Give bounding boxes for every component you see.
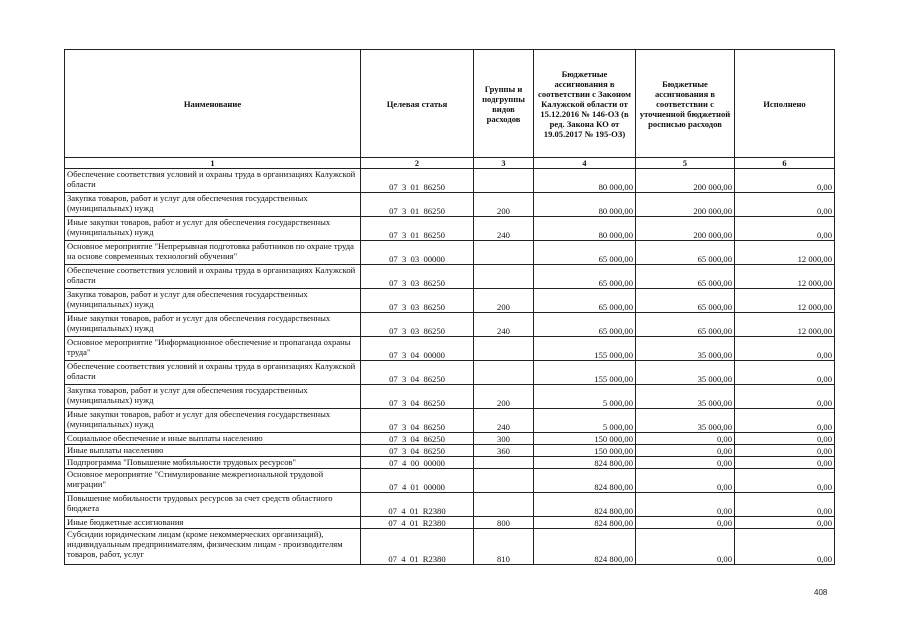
row-expense-group: [474, 337, 534, 361]
row-name: Иные закупки товаров, работ и услуг для обеспечения государственных (муниципальных) нужд: [65, 313, 361, 337]
table-row: [65, 265, 835, 289]
row-law-allocation: 155 000,00: [534, 337, 636, 361]
row-target-article: 07 3 03 86250: [361, 313, 474, 337]
table-row: [65, 313, 835, 337]
table-row: [65, 457, 835, 469]
table-row: [65, 529, 835, 565]
row-executed: 0,00: [735, 361, 835, 385]
row-expense-group: 300: [474, 433, 534, 445]
col-number: 6: [735, 158, 835, 169]
row-name: Субсидии юридическим лицам (кроме некоммерческих организаций), индивидуальным предпринимателям, физическим лицам - производителям товаров, работ, услуг: [65, 529, 361, 565]
header-target-article: Целевая статья: [361, 50, 474, 158]
row-executed: 0,00: [735, 385, 835, 409]
row-law-allocation: 824 800,00: [534, 457, 636, 469]
table-row: [65, 385, 835, 409]
row-executed: 0,00: [735, 469, 835, 493]
row-law-allocation: 824 800,00: [534, 493, 636, 517]
row-target-article: 07 3 01 86250: [361, 193, 474, 217]
row-executed: 0,00: [735, 493, 835, 517]
row-name: Подпрограмма "Повышение мобильности трудовых ресурсов": [65, 457, 361, 469]
row-expense-group: 360: [474, 445, 534, 457]
row-target-article: 07 3 01 86250: [361, 169, 474, 193]
row-law-allocation: 824 800,00: [534, 469, 636, 493]
row-target-article: 07 3 04 86250: [361, 433, 474, 445]
row-name: Закупка товаров, работ и услуг для обеспечения государственных (муниципальных) нужд: [65, 289, 361, 313]
row-expense-group: [474, 169, 534, 193]
row-executed: 0,00: [735, 529, 835, 565]
row-refined-allocation: 65 000,00: [636, 289, 735, 313]
row-law-allocation: 150 000,00: [534, 445, 636, 457]
row-target-article: 07 3 03 00000: [361, 241, 474, 265]
row-expense-group: 800: [474, 517, 534, 529]
row-executed: 0,00: [735, 445, 835, 457]
row-expense-group: [474, 469, 534, 493]
row-refined-allocation: 0,00: [636, 529, 735, 565]
row-name: Иные выплаты населению: [65, 445, 361, 457]
row-refined-allocation: 200 000,00: [636, 217, 735, 241]
table-row: [65, 493, 835, 517]
row-name: Иные закупки товаров, работ и услуг для обеспечения государственных (муниципальных) нужд: [65, 217, 361, 241]
row-target-article: 07 4 01 00000: [361, 469, 474, 493]
table-row: [65, 433, 835, 445]
row-refined-allocation: 0,00: [636, 445, 735, 457]
row-target-article: 07 4 01 R2380: [361, 529, 474, 565]
row-name: Иные бюджетные ассигнования: [65, 517, 361, 529]
row-name: Обеспечение соответствия условий и охраны труда в организациях Калужской области: [65, 169, 361, 193]
row-target-article: 07 3 03 86250: [361, 265, 474, 289]
row-refined-allocation: 35 000,00: [636, 385, 735, 409]
row-name: Основное мероприятие "Непрерывная подготовка работников по охране труда на основе современных технологий обучения": [65, 241, 361, 265]
row-name: Обеспечение соответствия условий и охраны труда в организациях Калужской области: [65, 361, 361, 385]
row-target-article: 07 3 04 86250: [361, 385, 474, 409]
row-law-allocation: 65 000,00: [534, 313, 636, 337]
row-refined-allocation: 35 000,00: [636, 337, 735, 361]
row-executed: 0,00: [735, 193, 835, 217]
row-expense-group: 200: [474, 385, 534, 409]
row-executed: 12 000,00: [735, 241, 835, 265]
row-executed: 0,00: [735, 217, 835, 241]
row-law-allocation: 5 000,00: [534, 385, 636, 409]
row-name: Повышение мобильности трудовых ресурсов за счет средств областного бюджета: [65, 493, 361, 517]
page-number: 408: [814, 588, 828, 597]
table-row: [65, 169, 835, 193]
row-expense-group: [474, 493, 534, 517]
table-row: [65, 517, 835, 529]
table-row: [65, 445, 835, 457]
table-row: [65, 361, 835, 385]
table-row: [65, 337, 835, 361]
row-law-allocation: 65 000,00: [534, 241, 636, 265]
row-law-allocation: 80 000,00: [534, 217, 636, 241]
col-number: 4: [534, 158, 636, 169]
row-executed: 12 000,00: [735, 313, 835, 337]
row-target-article: 07 3 04 86250: [361, 409, 474, 433]
row-expense-group: 810: [474, 529, 534, 565]
row-executed: 0,00: [735, 433, 835, 445]
row-target-article: 07 3 04 00000: [361, 337, 474, 361]
row-executed: 0,00: [735, 409, 835, 433]
row-target-article: 07 3 04 86250: [361, 445, 474, 457]
row-law-allocation: 150 000,00: [534, 433, 636, 445]
row-law-allocation: 824 800,00: [534, 517, 636, 529]
row-target-article: 07 4 00 00000: [361, 457, 474, 469]
row-name: Иные закупки товаров, работ и услуг для обеспечения государственных (муниципальных) нужд: [65, 409, 361, 433]
header-law-allocations: Бюджетные ассигнования в соответствии с Законом Калужской области от 15.12.2016 № 146-ОЗ (в ред. Закона КО от 19.05.2017 № 195-ОЗ): [534, 50, 636, 158]
row-refined-allocation: 0,00: [636, 457, 735, 469]
row-law-allocation: 80 000,00: [534, 193, 636, 217]
row-law-allocation: 65 000,00: [534, 265, 636, 289]
row-executed: 0,00: [735, 169, 835, 193]
row-name: Закупка товаров, работ и услуг для обеспечения государственных (муниципальных) нужд: [65, 385, 361, 409]
row-executed: 0,00: [735, 337, 835, 361]
row-refined-allocation: 200 000,00: [636, 193, 735, 217]
row-name: Социальное обеспечение и иные выплаты населению: [65, 433, 361, 445]
row-refined-allocation: 65 000,00: [636, 265, 735, 289]
col-number: 2: [361, 158, 474, 169]
row-expense-group: 200: [474, 193, 534, 217]
table-row: [65, 289, 835, 313]
col-number: 5: [636, 158, 735, 169]
row-name: Основное мероприятие "Информационное обеспечение и пропаганда охраны труда": [65, 337, 361, 361]
row-expense-group: 240: [474, 313, 534, 337]
row-target-article: 07 3 04 86250: [361, 361, 474, 385]
header-expense-groups: Группы и подгруппы видов расходов: [474, 50, 534, 158]
row-refined-allocation: 200 000,00: [636, 169, 735, 193]
budget-table: [64, 49, 835, 565]
row-refined-allocation: 35 000,00: [636, 361, 735, 385]
row-refined-allocation: 0,00: [636, 469, 735, 493]
row-expense-group: 240: [474, 217, 534, 241]
table-row: [65, 241, 835, 265]
row-refined-allocation: 0,00: [636, 433, 735, 445]
row-name: Основное мероприятие "Стимулирование межрегиональной трудовой миграции": [65, 469, 361, 493]
row-executed: 0,00: [735, 457, 835, 469]
row-refined-allocation: 35 000,00: [636, 409, 735, 433]
row-law-allocation: 65 000,00: [534, 289, 636, 313]
row-law-allocation: 5 000,00: [534, 409, 636, 433]
row-target-article: 07 4 01 R2380: [361, 493, 474, 517]
row-name: Закупка товаров, работ и услуг для обеспечения государственных (муниципальных) нужд: [65, 193, 361, 217]
table-row: [65, 217, 835, 241]
row-refined-allocation: 65 000,00: [636, 313, 735, 337]
row-target-article: 07 4 01 R2380: [361, 517, 474, 529]
row-executed: 12 000,00: [735, 289, 835, 313]
row-expense-group: 240: [474, 409, 534, 433]
row-refined-allocation: 65 000,00: [636, 241, 735, 265]
row-name: Обеспечение соответствия условий и охраны труда в организациях Калужской области: [65, 265, 361, 289]
table-row: [65, 469, 835, 493]
table-row: [65, 193, 835, 217]
header-executed: Исполнено: [735, 50, 835, 158]
table-row: [65, 409, 835, 433]
row-expense-group: [474, 361, 534, 385]
row-expense-group: [474, 265, 534, 289]
row-target-article: 07 3 03 86250: [361, 289, 474, 313]
row-law-allocation: 824 800,00: [534, 529, 636, 565]
row-law-allocation: 80 000,00: [534, 169, 636, 193]
row-refined-allocation: 0,00: [636, 493, 735, 517]
row-target-article: 07 3 01 86250: [361, 217, 474, 241]
col-number: 1: [65, 158, 361, 169]
header-name: Наименование: [65, 50, 361, 158]
row-law-allocation: 155 000,00: [534, 361, 636, 385]
row-executed: 12 000,00: [735, 265, 835, 289]
col-number: 3: [474, 158, 534, 169]
row-executed: 0,00: [735, 517, 835, 529]
row-expense-group: 200: [474, 289, 534, 313]
row-expense-group: [474, 457, 534, 469]
header-refined-allocations: Бюджетные ассигнования в соответствии с уточненной бюджетной росписью расходов: [636, 50, 735, 158]
row-refined-allocation: 0,00: [636, 517, 735, 529]
row-expense-group: [474, 241, 534, 265]
